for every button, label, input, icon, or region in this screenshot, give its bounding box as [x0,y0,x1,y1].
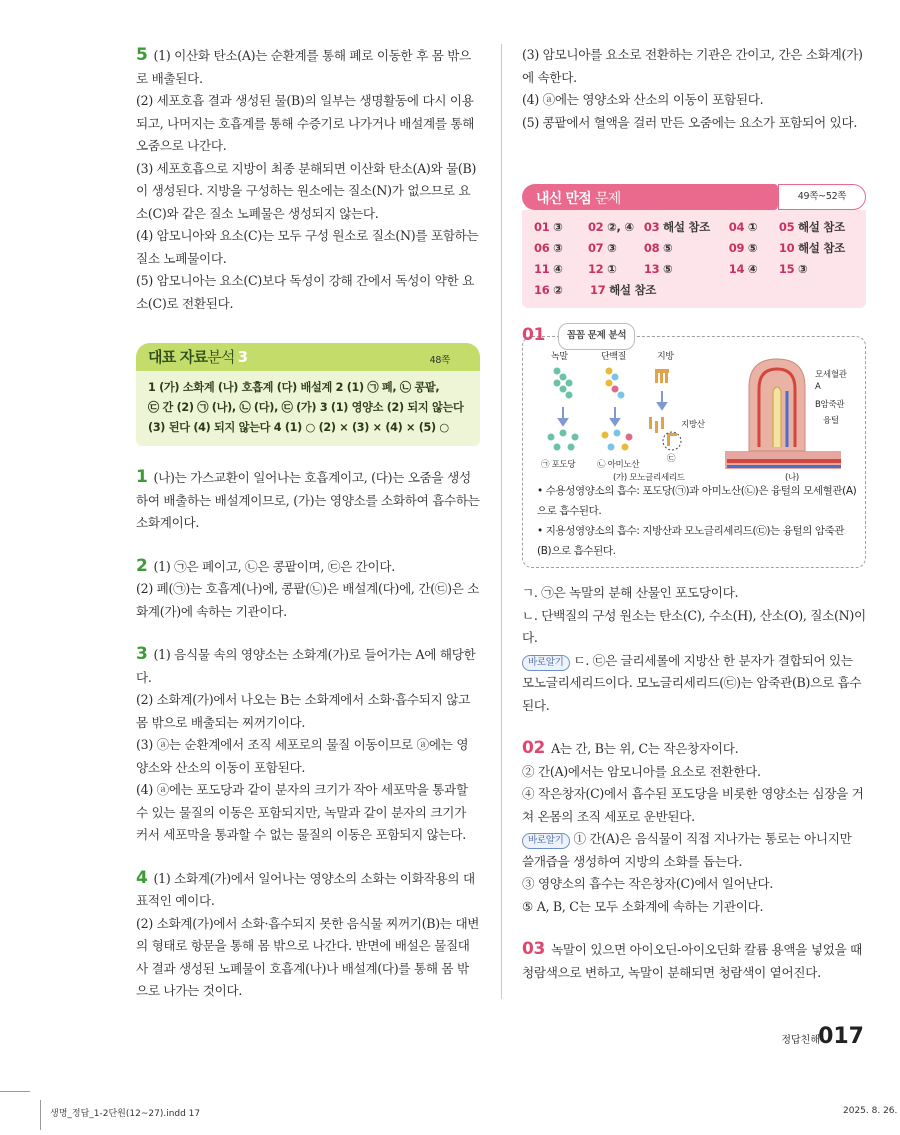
column-divider [501,44,502,999]
digestion-diagram [537,347,855,481]
answer-cell: 10 해설 참조 [778,241,845,255]
q3-item-4: (4) ⓐ에는 포도당과 같이 분자의 크기가 작아 세포막을 통과할 수 있는 물질의 이동은 포함되지만, 녹말과 같이 분자의 크기가 커서 세포막을 통과할 수 없는 물질의 이동은 포함되지 않는다. [136,782,468,842]
starch-label: 녹말 [551,352,568,362]
q4-item-1: 4 (1) 소화계(가)에서 일어나는 영양소의 소화는 이화작용의 대표적인 예이다. [136,867,475,908]
left-column [136,44,480,1003]
glucose-label: ㉠ 포도당 [541,460,576,470]
right-column [522,44,866,984]
answer-cell: 17 해설 참조 [590,283,657,297]
figure-notes [537,481,857,561]
rep-title: 대표 자료분석 3 [148,348,248,366]
q5-number: 5 [136,45,148,65]
q3-item-3: (3) ⓐ는 순환계에서 조직 세포로의 물질 이동이므로 ⓐ에는 영양소와 산소의 이동이 포함된다. [136,737,469,775]
fat-molecule-icon [655,369,669,383]
q5-item-4: (4) 암모니아와 요소(C)는 모두 구성 원소로 질소(N)를 포함하는 질소 노폐물이다. [136,228,479,266]
q1-text: 1 (나)는 가스교환이 일어나는 호흡계이고, (다)는 오줌을 생성하여 배출하는 배설계이므로, (가)는 영양소를 소화하여 흡수하는 소화계이다. [136,467,480,530]
q01-line-2: ㄴ. 단백질의 구성 원소는 탄소(C), 수소(H), 산소(O), 질소(N)이다. [522,607,866,645]
q2-item-1: 2 (1) ㉠은 폐이고, ㉡은 콩팥이며, ㉢은 간이다. [136,555,395,576]
q02-wrong-3: ⑤ A, B, C는 모두 소화계에 속하는 기관이다. [522,898,764,914]
q5-item-5: (5) 암모니아는 요소(C)보다 독성이 강해 간에서 독성이 약한 요소(C)로 전환된다. [136,273,475,311]
answer-row [534,280,856,301]
q3-item-1: 3 (1) 음식물 속의 영양소는 소화계(가)로 들어가는 A에 해당한다. [136,644,476,685]
answer-cell: 14 ④ [728,262,758,276]
answer-cell: 01 ③ [534,220,563,234]
answer-key-title: 내신 만점 문제 [536,191,621,207]
q03-text: 03 녹말이 있으면 아이오딘-아이오딘화 칼륨 용액을 넣었을 때 청람색으로 변하고, 녹말이 분해되면 청람색이 옅어진다. [522,939,863,980]
wrong-tag: 바로알기 [522,833,570,849]
a-label: A [815,382,821,392]
lacteal-label: B암죽관 [815,400,845,410]
answer-key-page: 49쪽~52쪽 [778,184,866,210]
q02-line-1: ② 간(A)에서는 암모니아를 요소로 전환한다. [522,763,761,779]
wrong-tag: 바로알기 [522,655,570,671]
q01-line-1: ㄱ. ㉠은 녹말의 분해 산물인 포도당이다. [522,585,739,600]
footer-label: 정답친해 [781,1035,820,1046]
q5-cont-5: (5) 콩팥에서 혈액을 걸러 만든 오줌에는 요소가 포함되어 있다. [522,114,858,130]
analysis-tag: 꼼꼼 문제 분석 [558,323,635,350]
rep-line-3: (3) 된다 (4) 되지 않는다 4 (1) ○ (2) × (3) × (4) × (5) ○ [148,421,449,434]
answer-cell: 05 해설 참조 [778,220,845,234]
villus-label: 융털 [823,416,839,426]
villus-figure-label: (나) [785,473,799,481]
q02-intro: 02 A는 간, B는 위, C는 작은창자이다. [522,738,739,758]
answer-cell: 09 ⑤ [728,241,758,255]
glucose-icon [548,430,579,451]
page-number: 017 [818,1024,864,1049]
fatty-acid-label: 지방산 [681,420,705,430]
q5-item-3: (3) 세포호흡으로 지방이 최종 분해되면 이산화 탄소(A)와 물(B)이 생성된다. 지방을 구성하는 원소에는 질소(N)가 없으므로 요소(C)와 같은 질소 노폐물은 생성되지 않는다. [136,160,477,221]
protein-label: 단백질 [601,352,627,362]
answer-cell: 11 ④ [534,262,563,276]
answer-row [534,238,856,259]
answer-cell: 04 ① [728,220,758,234]
answer-cell: 12 ① [587,262,617,276]
answer-key-grid [522,210,866,308]
note-fat-soluble: • 지용성영양소의 흡수: 지방산과 모노글리세리드(㉢)는 융털의 암죽관(B)으로 흡수된다. [537,525,845,557]
protein-molecule-icon [606,368,625,399]
answer-row [534,217,856,238]
crop-mark [40,1100,41,1130]
answer-cell: 03 해설 참조 [643,220,710,234]
representative-data-box [136,343,480,446]
rep-line-1: 1 (가) 소화계 (나) 호흡계 (다) 배설계 2 (1) ㉠ 폐, ㉡ 콩팥, [148,381,440,394]
answer-row [534,259,856,280]
answer-cell: 06 ③ [534,241,563,255]
amino-acid-icon [602,430,633,451]
q2-item-2: (2) 폐(㉠)는 호흡계(나)에, 콩팥(㉡)은 배설계(다)에, 간(㉢)은 소화계(가)에 속하는 기관이다. [136,581,480,619]
q02-wrong-2: ③ 영양소의 흡수는 작은창자(C)에서 일어난다. [522,876,774,891]
answer-cell: 13 ⑤ [643,262,673,276]
answer-cell: 16 ② [534,283,563,297]
monoglyceride-label: (가) 모노글리세리드 [613,473,685,481]
rep-answers [136,371,480,446]
starch-molecule-icon [554,368,573,399]
answer-cell: 02 ②, ④ [587,220,634,234]
amino-acid-label: ㉡ 아미노산 [597,460,640,470]
rep-line-2: ㉢ 간 (2) ㉠ (나), ㉡ (다), ㉢ (가) 3 (1) 영양소 (2) 되지 않는다 [148,401,464,414]
answer-key-header [522,184,866,210]
slug-date: 2025. 8. 26. [843,1106,898,1116]
q01-wrong: 바로알기 ㄷ. ㉢은 글리세롤에 지방산 한 분자가 결합되어 있는 모노글리세리드이다. 모노글리세리드(㉢)는 암죽관(B)으로 흡수된다. [522,652,862,713]
q5-item-2: (2) 세포호흡 결과 생성된 물(B)의 일부는 생명활동에 다시 이용되고, 나머지는 호흡계를 통해 수증기로 나가거나 배설계를 통해 오줌으로 나간다. [136,93,475,153]
fatty-acid-icon [649,417,677,446]
figure-box [522,336,866,568]
fig-question-number: 01 [522,325,546,345]
c-label: ㉢ [667,454,676,464]
q02-line-2: ④ 작은창자(C)에서 흡수된 포도당을 비롯한 영양소는 심장을 거쳐 온몸의 조직 세포로 운반된다. [522,786,864,824]
slug-filename: 생명_정답_1-2단원(12~27).indd 17 [50,1109,201,1119]
rep-header [136,343,480,371]
capillary-label: 모세혈관 [815,370,847,380]
q5-cont-4: (4) ⓐ에는 영양소와 산소의 이동이 포함된다. [522,92,764,107]
q3-item-2: (2) 소화계(가)에서 나오는 B는 소화계에서 소화·흡수되지 않고 몸 밖으로 배출되는 찌꺼기이다. [136,692,470,730]
q4-item-2: (2) 소화계(가)에서 소화·흡수되지 못한 음식물 찌꺼기(B)는 대변의 형태로 항문을 통해 몸 밖으로 나간다. 반면에 배설은 물질대사 결과 생성된 노폐물이 호흡계(나)나 배설계(다)를 통해 몸 밖으로 나가는 것이다. [136,915,480,998]
answer-key-box [522,184,866,308]
answer-cell: 07 ③ [587,241,617,255]
figure-analysis [522,324,866,568]
q5-cont-3: (3) 암모니아를 요소로 전환하는 기관은 간이고, 간은 소화계(가)에 속한다. [522,47,863,85]
q02-wrong-1: 바로알기 ① 간(A)은 음식물이 직접 지나가는 통로는 아니지만 쓸개즙을 생성하여 지방의 소화를 돕는다. [522,831,852,869]
answer-cell: 08 ⑤ [643,241,673,255]
note-water-soluble: • 수용성영양소의 흡수: 포도당(㉠)과 아미노산(㉡)은 융털의 모세혈관(A)으로 흡수된다. [537,485,857,517]
crop-mark [0,1091,30,1092]
q5-item-1: 5 (1) 이산화 탄소(A)는 순환계를 통해 폐로 이동한 후 몸 밖으로 배출된다. [136,45,471,86]
rep-page-ref: 48쪽 [429,355,450,366]
fat-label: 지방 [657,352,674,362]
answer-cell: 15 ③ [778,262,808,276]
